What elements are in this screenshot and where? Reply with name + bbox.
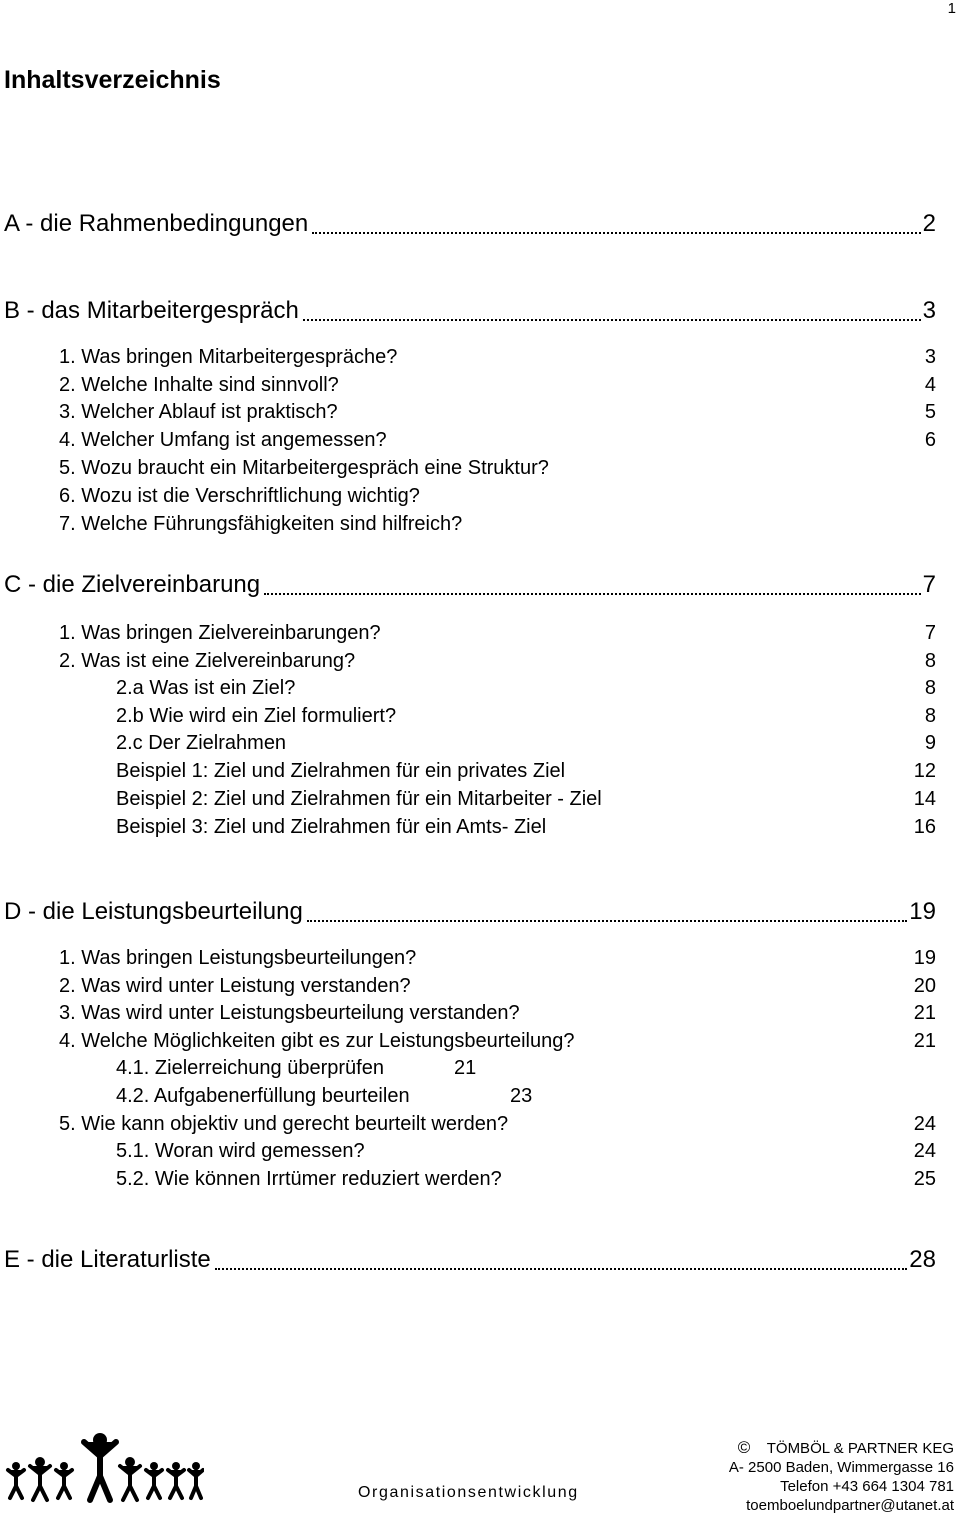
toc-item[interactable]: 4. Welcher Umfang ist angemessen?: [59, 429, 387, 451]
footer-email[interactable]: toemboelundpartner@utanet.at: [746, 1497, 954, 1514]
toc-item-page: 8: [924, 677, 936, 699]
toc-item[interactable]: 4.1. Zielerreichung überprüfen: [116, 1057, 384, 1079]
toc-item-page: 8: [924, 705, 936, 727]
toc-item[interactable]: 4.2. Aufgabenerfüllung beurteilen: [116, 1085, 410, 1107]
toc-item-page: 12: [913, 760, 936, 782]
toc-item[interactable]: 3. Welcher Ablauf ist praktisch?: [59, 401, 338, 423]
toc-item-page: 6: [924, 429, 936, 451]
toc-item[interactable]: 5. Wozu braucht ein Mitarbeitergespräch eine Struktur?: [59, 457, 549, 479]
toc-section-page: 28: [909, 1246, 936, 1273]
toc-item[interactable]: 2.c Der Zielrahmen: [116, 732, 287, 754]
toc-section-label: E - die Literaturliste: [4, 1246, 211, 1273]
toc-item-page: 16: [913, 816, 936, 838]
dot-leader: [312, 231, 920, 234]
toc-item[interactable]: 2. Was wird unter Leistung verstanden?: [59, 975, 411, 997]
toc-section-label: C - die Zielvereinbarung: [4, 571, 261, 598]
toc-item-page: 3: [924, 346, 936, 368]
toc-section-d[interactable]: [4, 892, 936, 926]
footer-contact-block: [729, 1438, 954, 1515]
footer-phone: Telefon +43 664 1304 781: [780, 1478, 954, 1495]
dot-leader: [303, 318, 921, 321]
toc-item[interactable]: 2.a Was ist ein Ziel?: [116, 677, 296, 699]
toc-item-page: 9: [924, 732, 936, 754]
toc-section-b[interactable]: [4, 291, 936, 325]
toc-item[interactable]: 4. Welche Möglichkeiten gibt es zur Leistungsbeurteilung?: [59, 1030, 575, 1052]
toc-item[interactable]: Beispiel 2: Ziel und Zielrahmen für ein Mitarbeiter - Ziel: [116, 788, 602, 810]
toc-item-page: 24: [913, 1113, 936, 1135]
toc-section-page: 2: [922, 210, 936, 237]
toc-item-page: 7: [924, 622, 936, 644]
footer-company: TÖMBÖL & PARTNER KEG: [766, 1440, 954, 1457]
toc-item-page: 20: [913, 975, 936, 997]
toc-section-label: D - die Leistungsbeurteilung: [4, 898, 303, 925]
dot-leader: [307, 919, 907, 922]
toc-item-page: 25: [913, 1168, 936, 1190]
toc-item-page: 5: [924, 401, 936, 423]
toc-item-page: 19: [913, 947, 936, 969]
page-title: Inhaltsverzeichnis: [4, 66, 221, 94]
footer-company-line: [729, 1438, 954, 1458]
toc-item-page: 8: [924, 650, 936, 672]
toc-item-page: 4: [924, 374, 936, 396]
toc-item-page: 14: [913, 788, 936, 810]
toc-item[interactable]: 5.2. Wie können Irrtümer reduziert werden?: [116, 1168, 502, 1190]
toc-section-page: 19: [909, 898, 936, 925]
toc-item[interactable]: 2.b Wie wird ein Ziel formuliert?: [116, 705, 397, 727]
dot-leader: [264, 592, 921, 595]
toc-section-page: 7: [922, 571, 936, 598]
toc-item-page: 21: [913, 1002, 936, 1024]
toc-item[interactable]: 6. Wozu ist die Verschriftlichung wichtig?: [59, 485, 420, 507]
toc-section-c[interactable]: [4, 565, 936, 599]
toc-item[interactable]: 7. Welche Führungsfähigkeiten sind hilfreich?: [59, 513, 463, 535]
toc-item[interactable]: 1. Was bringen Leistungsbeurteilungen?: [59, 947, 417, 969]
footer-address: A- 2500 Baden, Wimmergasse 16: [728, 1459, 954, 1476]
toc-item[interactable]: 1. Was bringen Zielvereinbarungen?: [59, 622, 381, 644]
page-number: 1: [947, 0, 956, 17]
copyright-symbol: ©: [737, 1438, 751, 1457]
footer-organisation-label: Organisationsentwicklung: [358, 1484, 579, 1501]
toc-item[interactable]: 1. Was bringen Mitarbeitergespräche?: [59, 346, 398, 368]
toc-item[interactable]: 5.1. Woran wird gemessen?: [116, 1140, 365, 1162]
toc-item[interactable]: 2. Was ist eine Zielvereinbarung?: [59, 650, 356, 672]
toc-section-label: B - das Mitarbeitergespräch: [4, 297, 299, 324]
toc-item[interactable]: Beispiel 1: Ziel und Zielrahmen für ein privates Ziel: [116, 760, 566, 782]
dot-leader: [215, 1267, 908, 1270]
toc-item-page: 23: [510, 1085, 533, 1107]
toc-section-a[interactable]: [4, 204, 936, 238]
toc-item[interactable]: 5. Wie kann objektiv und gerecht beurteilt werden?: [59, 1113, 509, 1135]
toc-section-e[interactable]: [4, 1240, 936, 1274]
toc-item[interactable]: Beispiel 3: Ziel und Zielrahmen für ein Amts- Ziel: [116, 816, 547, 838]
toc-item-page: 21: [913, 1030, 936, 1052]
toc-item-page: 21: [454, 1057, 477, 1079]
toc-item-page: 24: [913, 1140, 936, 1162]
toc-section-page: 3: [922, 297, 936, 324]
toc-item[interactable]: 2. Welche Inhalte sind sinnvoll?: [59, 374, 339, 396]
company-logo-icon: [4, 1432, 204, 1508]
toc-section-label: A - die Rahmenbedingungen: [4, 210, 309, 237]
toc-item[interactable]: 3. Was wird unter Leistungsbeurteilung verstanden?: [59, 1002, 520, 1024]
